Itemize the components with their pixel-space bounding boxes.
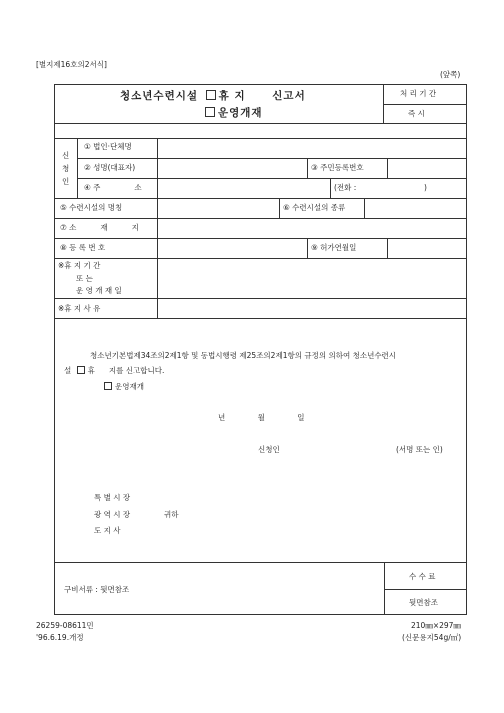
facility-type-field[interactable] bbox=[365, 199, 466, 217]
applicant-side-3: 인 bbox=[62, 177, 70, 186]
form-title-line1 bbox=[120, 90, 306, 102]
recipient-province: 도 지 사 bbox=[94, 526, 121, 535]
recipient-honorific: 귀하 bbox=[164, 510, 179, 519]
title-option-suspension: 휴 지 bbox=[218, 90, 246, 102]
paper-size: 210㎜×297㎜ bbox=[411, 621, 461, 630]
address-label: ④ 주 소 bbox=[84, 183, 142, 192]
checkbox-resume[interactable] bbox=[205, 107, 215, 117]
form-title-line2 bbox=[205, 107, 263, 119]
date-line bbox=[218, 414, 305, 422]
signature-or-seal: (서명 또는 인) bbox=[396, 445, 443, 454]
facility-name-label: ⑤ 수련시설의 명칭 bbox=[60, 203, 123, 212]
address-field[interactable] bbox=[158, 179, 328, 197]
statement-line-1: 청소년기본법제34조의2제1항 및 동법시행령 제25조의2제1항의 규정의 의하여 청소년수련시 bbox=[90, 351, 397, 360]
fee-label: 수 수 료 bbox=[409, 572, 436, 581]
revision-date: '96.6.19.개정 bbox=[36, 633, 84, 642]
rrn-label: ③ 주민등록번호 bbox=[311, 163, 364, 172]
date-year: 년 bbox=[218, 413, 226, 422]
phone-close: ) bbox=[424, 183, 427, 192]
form-reference: [별지제16호의2서식] bbox=[36, 60, 107, 69]
location-label: ⑦ 소 재 지 bbox=[60, 223, 139, 232]
applicant-side-2: 청 bbox=[62, 164, 70, 173]
rrn-field[interactable] bbox=[388, 159, 466, 177]
applicant-signature-label: 신청인 bbox=[258, 445, 280, 454]
date-month: 월 bbox=[257, 413, 265, 422]
recipient-metropolitan: 광 역 시 장 bbox=[94, 510, 131, 519]
statement-line-2: 설 휴 지를 신고합니다. bbox=[64, 366, 165, 375]
date-day: 일 bbox=[297, 413, 305, 422]
paper-type: (신문용지54g/㎡) bbox=[402, 633, 462, 642]
period-label-3: 운 영 개 재 일 bbox=[76, 286, 122, 295]
facility-type-label: ⑥ 수련시설의 종류 bbox=[283, 203, 346, 212]
processing-period-value: 즉 시 bbox=[408, 109, 425, 118]
fee-value: 뒷면참조 bbox=[409, 598, 438, 607]
name-label: ② 성명(대표자) bbox=[84, 163, 136, 172]
checkbox-suspension[interactable] bbox=[206, 90, 216, 100]
title-option-resume: 운영개재 bbox=[218, 107, 263, 119]
checkbox-statement-resume[interactable] bbox=[104, 382, 112, 390]
title-suffix: 신고서 bbox=[272, 90, 306, 102]
statement-line-3: 운영재개 bbox=[104, 382, 144, 391]
front-page-label: (앞쪽) bbox=[440, 70, 461, 79]
corp-name-field[interactable] bbox=[158, 139, 466, 157]
location-field[interactable] bbox=[158, 219, 466, 237]
title-prefix: 청소년수련시설 bbox=[120, 90, 199, 102]
reason-label: ※휴 지 사 유 bbox=[58, 304, 101, 313]
permit-date-field[interactable] bbox=[388, 239, 466, 257]
reason-field[interactable] bbox=[158, 299, 466, 317]
period-label-2: 또 는 bbox=[76, 274, 93, 283]
facility-name-field[interactable] bbox=[158, 199, 278, 217]
period-field[interactable] bbox=[158, 259, 466, 297]
period-label-1: ※휴 지 기 간 bbox=[58, 261, 101, 270]
applicant-side-1: 신 bbox=[62, 151, 70, 160]
processing-period-header: 처 리 기 간 bbox=[400, 89, 437, 98]
registration-number-label: ⑧ 등 록 번 호 bbox=[60, 243, 106, 252]
registration-number-field[interactable] bbox=[158, 239, 306, 257]
recipient-special-city: 특 별 시 장 bbox=[94, 493, 131, 502]
name-field[interactable] bbox=[158, 159, 306, 177]
phone-label: (전화 : bbox=[334, 183, 357, 192]
checkbox-statement-suspension[interactable] bbox=[77, 366, 85, 374]
required-documents-label: 구비서류 : 뒷면참조 bbox=[64, 585, 130, 594]
corp-name-label: ① 법인·단체명 bbox=[84, 142, 132, 151]
form-number: 26259-08611민 bbox=[36, 621, 94, 630]
permit-date-label: ⑨ 허가연월일 bbox=[311, 243, 357, 252]
